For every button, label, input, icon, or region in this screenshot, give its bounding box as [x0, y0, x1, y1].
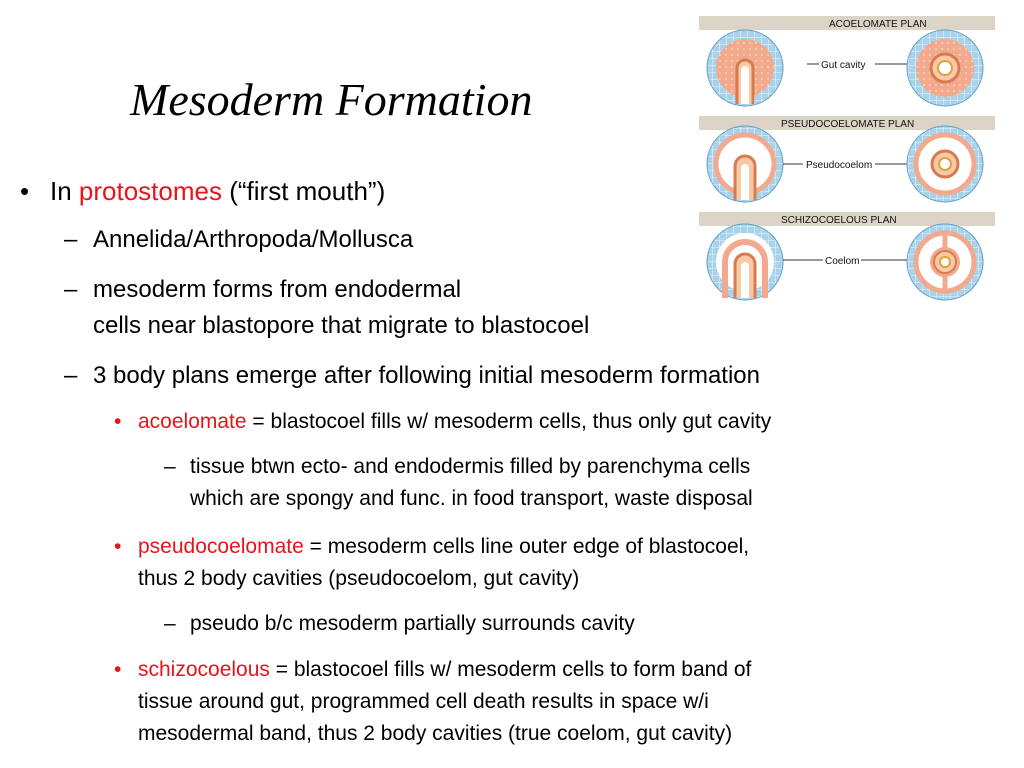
schizocoelous-definition: = blastocoel fills w/ mesoderm cells to form band of: [269, 658, 752, 681]
acoelomate-embryo-section: [707, 30, 783, 106]
mesoderm-origin-line2: cells near blastopore that migrate to blastocoel: [93, 312, 590, 339]
schizocoelous-cross-section: [907, 224, 983, 300]
term-pseudocoelomate: pseudocoelomate: [138, 535, 304, 558]
bullet-protostomes: [50, 176, 385, 206]
phyla-text: Annelida/Arthropoda/Mollusca: [93, 226, 414, 253]
slide-title: Mesoderm Formation: [130, 74, 533, 125]
pseudocoelomate-item: [138, 534, 749, 559]
schizocoelous-item: [138, 657, 751, 682]
dash-marker: –: [64, 226, 78, 253]
acoelomate-item: [138, 409, 771, 434]
bullet-text: In: [50, 176, 79, 206]
term-protostomes: protostomes: [78, 176, 222, 206]
dash-marker: –: [64, 362, 78, 389]
acoelomate-label: Gut cavity: [821, 60, 866, 71]
acoelomate-panel: [699, 16, 995, 106]
pseudocoelomate-definition-line2: thus 2 body cavities (pseudocoelom, gut cavity): [138, 567, 580, 590]
term-schizocoelous: schizocoelous: [138, 658, 270, 681]
mesoderm-origin-line1: mesoderm forms from endodermal: [93, 276, 462, 303]
pseudocoelomate-panel: [699, 116, 995, 202]
schizocoelous-banner-title: SCHIZOCOELOUS PLAN: [781, 215, 897, 226]
pseudocoelomate-cross-section: [907, 126, 983, 202]
dash-marker: –: [164, 455, 176, 478]
acoelomate-definition: = blastocoel fills w/ mesoderm cells, thus only gut cavity: [246, 410, 772, 433]
acoelomate-detail-line1: tissue btwn ecto- and endodermis filled by parenchyma cells: [190, 455, 751, 478]
acoelomate-cross-section: [907, 30, 983, 106]
pseudocoelomate-detail: pseudo b/c mesoderm partially surrounds cavity: [190, 612, 635, 635]
term-acoelomate: acoelomate: [138, 410, 247, 433]
pseudocoelomate-definition: = mesoderm cells line outer edge of blastocoel,: [303, 535, 750, 558]
body-plans-text: 3 body plans emerge after following initial mesoderm formation: [93, 362, 760, 389]
pseudocoelomate-banner-title: PSEUDOCOELOMATE PLAN: [781, 119, 915, 130]
bullet-marker: •: [114, 410, 122, 433]
pseudocoelom-label: Pseudocoelom: [806, 160, 873, 171]
schizocoelous-panel: [699, 212, 995, 300]
acoelomate-detail-line2: which are spongy and func. in food transport, waste disposal: [190, 487, 753, 510]
bullet-marker: •: [20, 176, 30, 206]
bullet-marker: •: [114, 658, 122, 681]
schizocoelous-definition-line3: mesodermal band, thus 2 body cavities (true coelom, gut cavity): [138, 722, 733, 745]
acoelomate-banner-title: ACOELOMATE PLAN: [829, 19, 927, 30]
bullet-marker: •: [114, 535, 122, 558]
pseudocoelomate-embryo-section: [707, 126, 783, 202]
coelom-label: Coelom: [825, 256, 860, 267]
bullet-text: (“first mouth”): [222, 176, 386, 206]
schizocoelous-definition-line2: tissue around gut, programmed cell death results in space w/i: [138, 690, 709, 713]
dash-marker: –: [164, 612, 176, 635]
dash-marker: –: [64, 276, 78, 303]
body-plans-figure: [699, 16, 995, 304]
schizocoelous-embryo-section: [707, 224, 783, 300]
